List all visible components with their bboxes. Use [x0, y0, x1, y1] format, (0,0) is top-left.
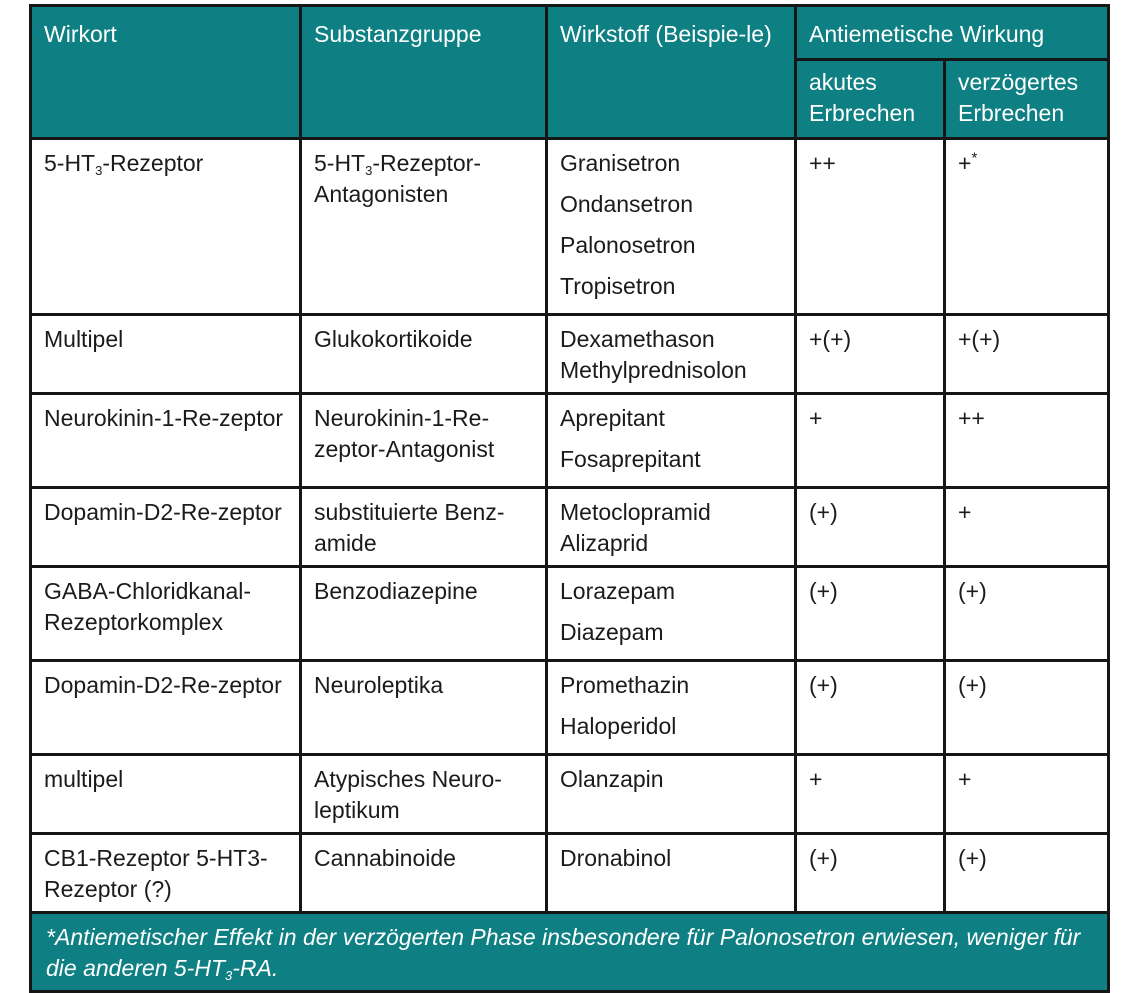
cell-wirkort — [31, 139, 301, 315]
cell-akut: (+) — [796, 567, 945, 661]
wirkstoff-item: Tropisetron — [560, 273, 676, 299]
wirkstoff-item: Haloperidol — [560, 713, 677, 739]
table-header — [31, 6, 1109, 139]
cell-wirkstoff — [547, 567, 796, 661]
wirkstoff-item: Lorazepam — [560, 578, 676, 604]
table-body — [31, 139, 1109, 913]
cell-substanzgruppe: Atypisches Neuro-leptikum — [301, 755, 547, 834]
antiemetika-table — [29, 4, 1110, 993]
cell-verzoegert: ++ — [945, 394, 1109, 488]
cell-wirkstoff — [547, 755, 796, 834]
wirkstoff-item: Promethazin — [560, 672, 690, 698]
cell-wirkstoff — [547, 834, 796, 913]
cell-akut: ++ — [796, 139, 945, 315]
wirkstoff-item: Dexamethason — [560, 326, 715, 352]
cell-wirkort: multipel — [31, 755, 301, 834]
cell-akut: (+) — [796, 834, 945, 913]
table-row — [31, 315, 1109, 394]
cell-substanzgruppe: Cannabinoide — [301, 834, 547, 913]
table-row — [31, 139, 1109, 315]
cell-substanzgruppe: Neuroleptika — [301, 661, 547, 755]
subscript: 3 — [365, 163, 373, 178]
wirkort-text: 5-HT — [44, 150, 96, 176]
footnote-text-suffix: -RA. — [232, 955, 279, 981]
cell-substanzgruppe: substituierte Benz-amide — [301, 488, 547, 567]
wirkort-text-suffix: -Rezeptor — [102, 150, 204, 176]
gruppe-text: 5-HT — [314, 150, 366, 176]
gruppe-text-suffix: -Rezeptor-Antagonisten — [314, 150, 482, 207]
cell-verzoegert: (+) — [945, 834, 1109, 913]
table-row — [31, 567, 1109, 661]
cell-wirkort: Dopamin-D2-Re-zeptor — [31, 488, 301, 567]
cell-akut: +(+) — [796, 315, 945, 394]
cell-wirkort: GABA-Chloridkanal-Rezeptorkomplex — [31, 567, 301, 661]
footnote-marker: * — [971, 149, 978, 167]
cell-substanzgruppe — [301, 139, 547, 315]
cell-wirkort: Dopamin-D2-Re-zeptor — [31, 661, 301, 755]
cell-verzoegert: (+) — [945, 661, 1109, 755]
header-akutes-erbrechen: akutes Erbrechen — [796, 60, 945, 139]
table-row — [31, 834, 1109, 913]
verzoegert-value: + — [958, 150, 972, 176]
cell-substanzgruppe: Neurokinin-1-Re-zeptor-Antagonist — [301, 394, 547, 488]
header-antiemetische-wirkung: Antiemetische Wirkung — [796, 6, 1109, 60]
cell-akut: (+) — [796, 488, 945, 567]
cell-wirkort: Multipel — [31, 315, 301, 394]
cell-wirkstoff — [547, 139, 796, 315]
cell-substanzgruppe: Glukokortikoide — [301, 315, 547, 394]
cell-akut: + — [796, 755, 945, 834]
wirkstoff-item: Ondansetron — [560, 191, 693, 217]
wirkstoff-item: Granisetron — [560, 150, 681, 176]
subscript: 3 — [225, 968, 233, 983]
wirkstoff-item: Alizaprid — [560, 530, 649, 556]
wirkstoff-item: Aprepitant — [560, 405, 665, 431]
header-wirkort: Wirkort — [31, 6, 301, 139]
cell-akut: (+) — [796, 661, 945, 755]
wirkstoff-item: Dronabinol — [560, 845, 672, 871]
wirkstoff-item: Fosaprepitant — [560, 446, 701, 472]
table-footnote-section — [31, 913, 1109, 992]
table-row — [31, 755, 1109, 834]
cell-substanzgruppe: Benzodiazepine — [301, 567, 547, 661]
table-row — [31, 394, 1109, 488]
cell-wirkstoff — [547, 315, 796, 394]
wirkstoff-item: Metoclopramid — [560, 499, 711, 525]
wirkstoff-item: Olanzapin — [560, 766, 664, 792]
cell-verzoegert: (+) — [945, 567, 1109, 661]
table-row — [31, 488, 1109, 567]
cell-verzoegert — [945, 139, 1109, 315]
header-substanzgruppe: Substanzgruppe — [301, 6, 547, 139]
cell-wirkort: CB1-Rezeptor 5-HT3-Rezeptor (?) — [31, 834, 301, 913]
cell-wirkort: Neurokinin-1-Re-zeptor — [31, 394, 301, 488]
cell-verzoegert: + — [945, 488, 1109, 567]
cell-akut: + — [796, 394, 945, 488]
table-row — [31, 661, 1109, 755]
cell-wirkstoff — [547, 661, 796, 755]
cell-wirkstoff — [547, 488, 796, 567]
wirkstoff-item: Methylprednisolon — [560, 357, 747, 383]
footnote-text: *Antiemetischer Effekt in der verzögerten Phase insbesondere für Palonosetron erwiesen, weniger für die anderen 5-HT — [46, 924, 1081, 981]
cell-verzoegert: + — [945, 755, 1109, 834]
footnote — [31, 913, 1109, 992]
cell-wirkstoff — [547, 394, 796, 488]
antiemetika-table-container — [29, 4, 1107, 993]
header-wirkstoff: Wirkstoff (Beispie-le) — [547, 6, 796, 139]
wirkstoff-item: Diazepam — [560, 619, 664, 645]
wirkstoff-item: Palonosetron — [560, 232, 696, 258]
subscript: 3 — [95, 163, 103, 178]
cell-verzoegert: +(+) — [945, 315, 1109, 394]
header-verzoegertes-erbrechen: verzögertes Erbrechen — [945, 60, 1109, 139]
